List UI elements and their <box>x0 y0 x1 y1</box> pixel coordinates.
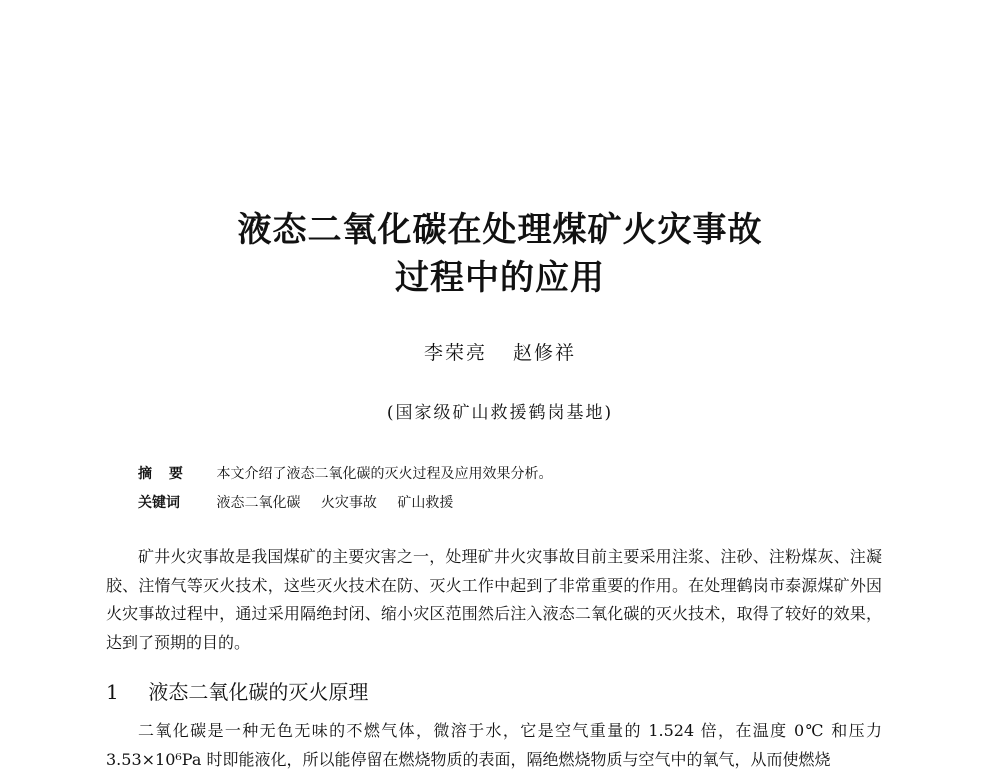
keywords-label: 关键词 <box>138 495 180 511</box>
paper-title-line2: 过程中的应用 <box>395 258 605 298</box>
abstract-text: 本文介绍了液态二氧化碳的灭火过程及应用效果分析。 <box>216 466 553 482</box>
section-heading <box>106 676 368 705</box>
abstract <box>138 463 898 485</box>
abstract-label: 摘 要 <box>138 466 189 482</box>
keyword-1: 液态二氧化碳 <box>216 495 301 511</box>
author-2: 赵修祥 <box>513 342 577 364</box>
paper-title-line1: 液态二氧化碳在处理煤矿火灾事故 <box>237 210 763 250</box>
affiliation: (国家级矿山救援鹤岗基地) <box>386 403 614 423</box>
intro-paragraph: 矿井火灾事故是我国煤矿的主要灾害之一，处理矿井火灾事故目前主要采用注浆、注砂、注粉煤灰、注凝胶、注惰气等灭火技术，这些灭火技术在防、灭火工作中起到了非常重要的作用。在处理鹤岗市泰源煤矿外因火灾事故过程中，通过采用隔绝封闭、缩小灾区范围然后注入液态二氧化碳的灭火技术，取得了较好的效果，达到了预期的目的。 <box>106 547 882 652</box>
author-1: 李荣亮 <box>423 342 487 364</box>
keywords <box>138 492 898 514</box>
section-paragraph: 二氧化碳是一种无色无味的不燃气体，微溶于水，它是空气重量的 1.524 倍，在温度 0℃ 和压力 3.53×10⁶Pa 时即能液化，所以能停留在燃烧物质的表面，隔绝燃烧物质与空气中的氧气，从而使燃烧 <box>106 721 882 769</box>
keyword-3: 矿山救援 <box>397 495 454 511</box>
keyword-2: 火灾事故 <box>320 495 377 511</box>
authors <box>0 338 1000 365</box>
section-title: 液态二氧化碳的灭火原理 <box>148 680 369 704</box>
section-number: 1 <box>106 680 119 704</box>
